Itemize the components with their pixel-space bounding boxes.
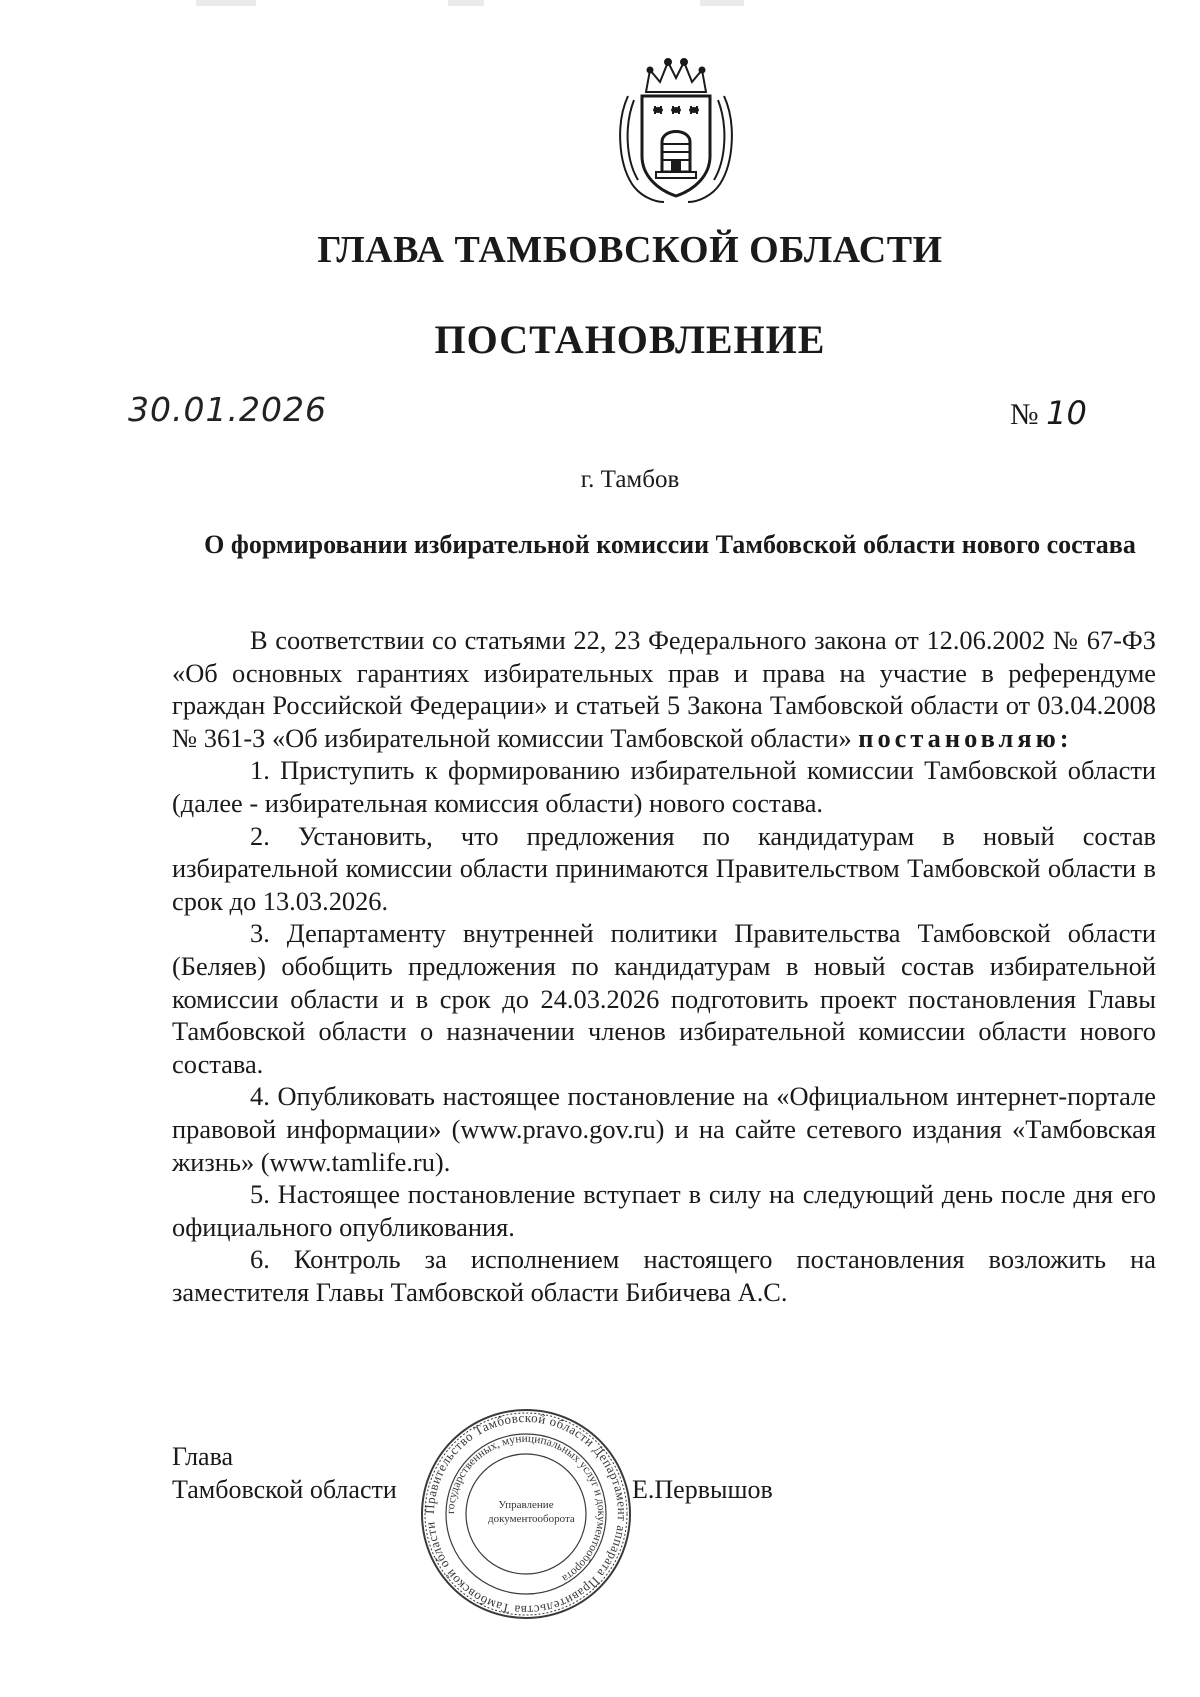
preamble-text: В соответствии со статьями 22, 23 Федерального закона от 12.06.2002 № 67-ФЗ «Об основных гарантиях избирательных прав и права на участие в референдуме граждан Российской Федерации» и статьей 5 Закона Тамбовской области от 03.04.2008 № 361-З «Об избирательной комиссии Тамбовской области»: [172, 625, 1156, 753]
signatory-title-line2: Тамбовской области: [172, 1475, 397, 1504]
svg-text:государственных, муниципальных: государственных, муниципальных услуг и документооборота: [444, 1432, 608, 1585]
scan-artifact: [196, 0, 256, 6]
stamp-center-text: [488, 1498, 575, 1526]
list-item: 6. Контроль за исполнением настоящего постановления возложить на заместителя Главы Тамбовской области Бибичева А.С.: [172, 1244, 1156, 1307]
document-body: [172, 624, 1156, 1308]
preamble-paragraph: [172, 624, 1156, 754]
decree-word: постановляю:: [858, 722, 1073, 753]
signatory-title-line1: Глава: [172, 1442, 234, 1471]
signatory-title: [172, 1440, 397, 1506]
signatory-name: Е.Первышов: [632, 1475, 773, 1504]
number-value: 10: [1046, 394, 1087, 432]
list-item: 3. Департаменту внутренней политики Правительства Тамбовской области (Беляев) обобщить предложения по кандидатурам в новый состав избирательной комиссии области и в срок до 24.03.2026 подготовить проект постановления Главы Тамбовской области о назначении членов избирательной комиссии области нового состава.: [172, 918, 1156, 1079]
issuing-authority: ГЛАВА ТАМБОВСКОЙ ОБЛАСТИ: [317, 229, 943, 271]
list-item: 4. Опубликовать настоящее постановление на «Официальном интернет-портале правовой информации» (www.pravo.gov.ru) и на сайте сетевого издания «Тамбовская жизнь» (www.tamlife.ru).: [172, 1081, 1156, 1177]
document-subject: О формировании избирательной комиссии Тамбовской области нового состава: [204, 530, 1136, 559]
document-number: [1010, 394, 1087, 432]
stamp-center-line1: Управление: [498, 1499, 554, 1511]
document-type: ПОСТАНОВЛЕНИЕ: [434, 317, 826, 362]
issuing-city: г. Тамбов: [580, 466, 680, 493]
scan-artifact: [700, 0, 744, 6]
coat-of-arms-emblem-icon: [610, 52, 742, 212]
list-item: 2. Установить, что предложения по кандидатурам в новый состав избирательной комиссии области принимаются Правительством Тамбовской области в срок до 13.03.2026.: [172, 820, 1156, 916]
scan-artifact: [448, 0, 484, 6]
list-item: 5. Настоящее постановление вступает в силу на следующий день после дня его официального опубликования.: [172, 1179, 1156, 1242]
document-date: 30.01.2026: [128, 390, 327, 429]
number-prefix: №: [1010, 398, 1039, 431]
svg-text:Правительство Тамбовской облас: Правительство Тамбовской области Департамент аппарата Правительства Тамбовской области: [421, 1409, 631, 1619]
stamp-center-line2: документооборота: [488, 1513, 575, 1525]
list-item: 1. Приступить к формированию избирательной комиссии Тамбовской области (далее - избирательная комиссия области) нового состава.: [172, 755, 1156, 818]
